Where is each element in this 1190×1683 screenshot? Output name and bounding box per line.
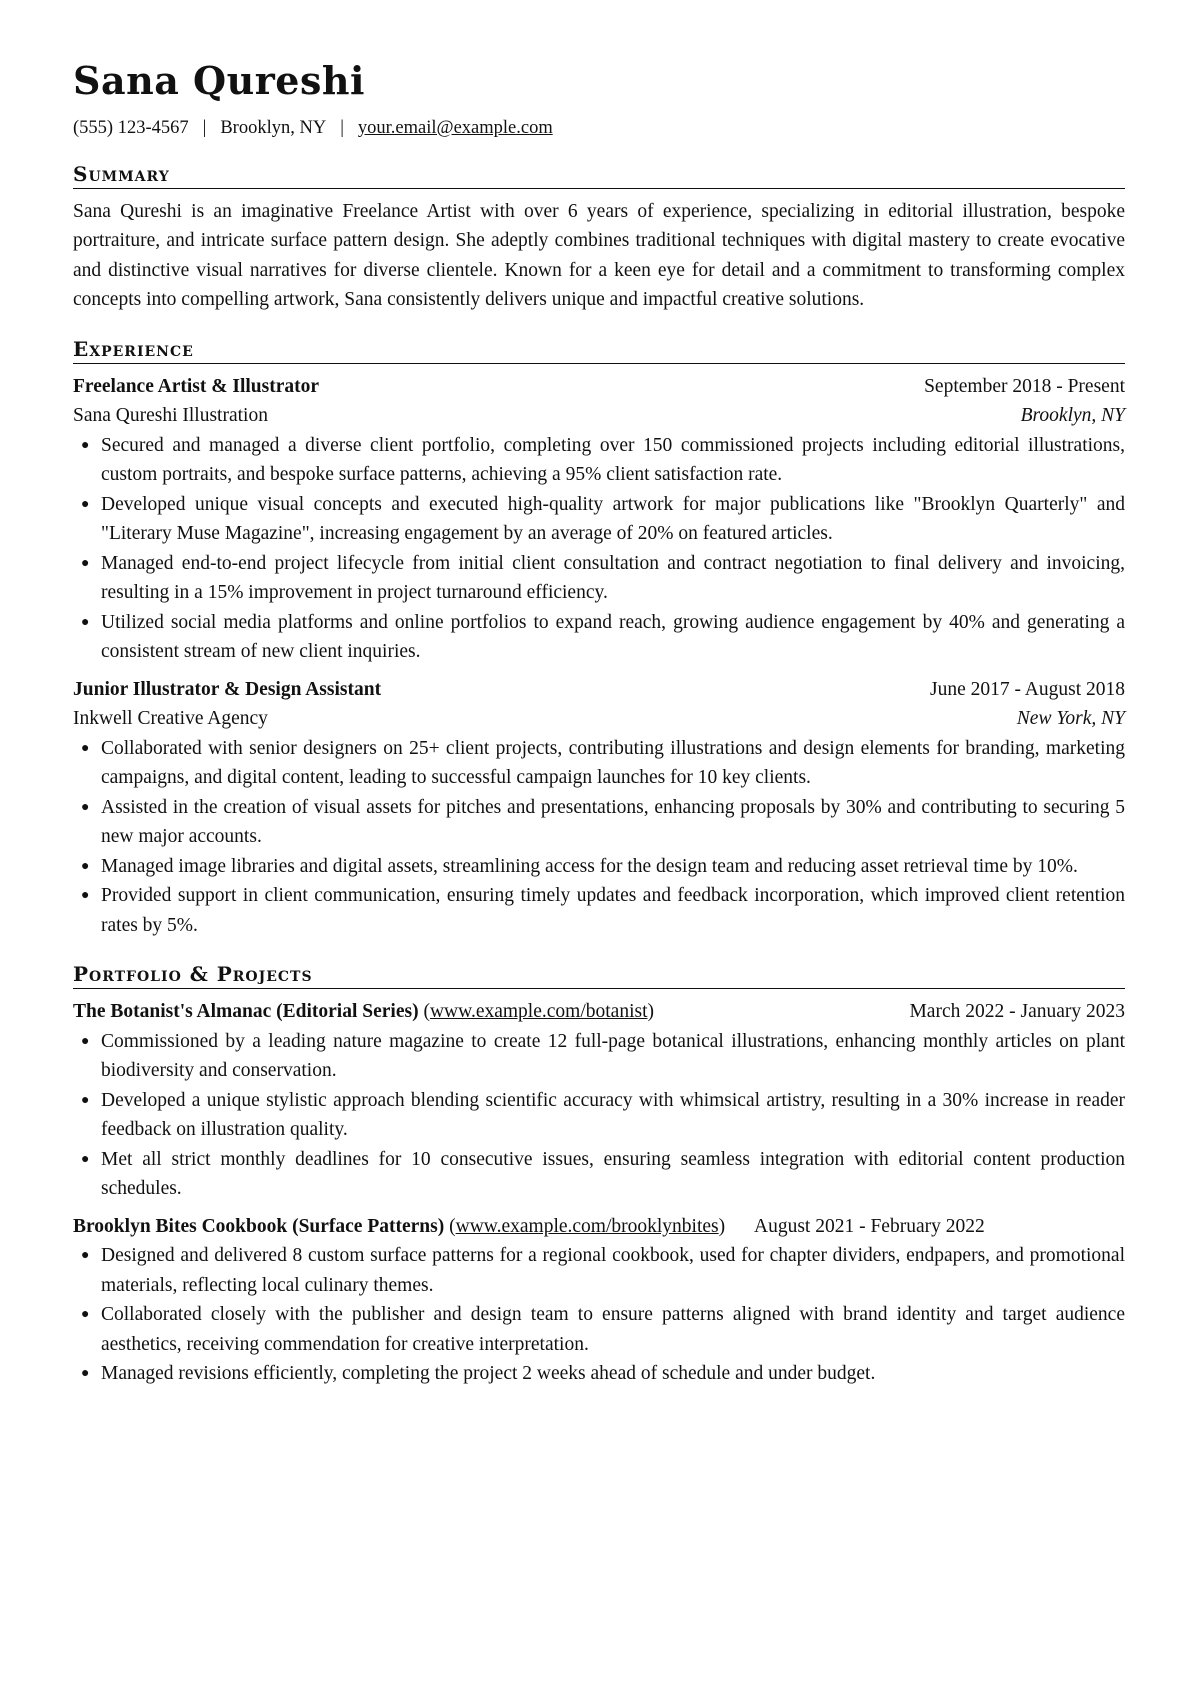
bullet-icon: ● <box>81 1307 90 1323</box>
project-link[interactable]: www.example.com/botanist <box>429 1001 648 1023</box>
job-dates: June 2017 - August 2018 <box>930 678 1125 700</box>
bullet-icon: ● <box>81 888 90 904</box>
list-item: ● Managed revisions efficiently, completing the project 2 weeks ahead of schedule and under budget. <box>73 1359 1125 1389</box>
bullet-icon: ● <box>81 496 90 512</box>
summary-section <box>73 162 1125 315</box>
job-title: Freelance Artist & Illustrator <box>73 375 320 397</box>
project-entry <box>73 997 1125 1204</box>
contact-separator: | <box>340 117 344 138</box>
list-item: ● Managed image libraries and digital assets, streamlining access for the design team and reducing asset retrieval time by 10%. <box>73 852 1125 882</box>
email-link[interactable]: your.email@example.com <box>357 117 553 138</box>
location: Brooklyn, NY <box>220 117 327 138</box>
job-entry <box>73 372 1125 667</box>
list-item: ● Utilized social media platforms and online portfolios to expand reach, growing audience engagement by 40% and generating a consistent stream of new client inquiries. <box>73 608 1125 667</box>
job-dates: September 2018 - Present <box>924 375 1125 397</box>
candidate-name: Sana Qureshi <box>73 58 365 103</box>
section-heading: Summary <box>73 162 1125 189</box>
bullet-icon: ● <box>81 740 90 756</box>
job-bullets <box>73 734 1125 941</box>
list-item: ● Managed end-to-end project lifecycle from initial client consultation and contract negotiation to final delivery and invoicing, resulting in a 15% improvement in project turnaround efficiency. <box>73 549 1125 608</box>
project-title: The Botanist's Almanac (Editorial Series) <box>73 1001 419 1023</box>
experience-section <box>73 337 1125 941</box>
bullet-icon: ● <box>81 437 90 453</box>
resume-page <box>73 60 1125 1389</box>
phone-number: (555) 123-4567 <box>73 117 189 138</box>
contact-line <box>73 116 1125 140</box>
project-header: The Botanist's Almanac (Editorial Series) (www.example.com/botanist) March 2022 - January 2023 <box>73 997 1125 1027</box>
contact-separator: | <box>202 117 207 138</box>
bullet-icon: ● <box>81 1033 90 1049</box>
bullet-icon: ● <box>81 614 90 630</box>
bullet-icon: ● <box>81 1151 90 1167</box>
list-item: ● Collaborated closely with the publisher and design team to ensure patterns aligned with brand identity and target audience aesthetics, receiving commendation for creative interpretation. <box>73 1300 1125 1359</box>
project-bullets <box>73 1241 1125 1389</box>
job-header <box>73 675 1125 705</box>
list-item: ● Collaborated with senior designers on 25+ client projects, contributing illustrations and design elements for branding, marketing campaigns, and digital content, leading to successful campaign launches for 10 key clients. <box>73 734 1125 793</box>
list-item: ● Developed a unique stylistic approach blending scientific accuracy with whimsical artistry, resulting in a 30% increase in reader feedback on illustration quality. <box>73 1086 1125 1145</box>
bullet-icon: ● <box>81 1248 90 1264</box>
bullet-icon: ● <box>81 858 90 874</box>
section-heading: Portfolio & Projects <box>73 962 1125 989</box>
job-location: Brooklyn, NY <box>1020 405 1125 427</box>
list-item: ● Assisted in the creation of visual assets for pitches and presentations, enhancing proposals by 30% and contributing to securing 5 new major accounts. <box>73 793 1125 852</box>
project-header: Brooklyn Bites Cookbook (Surface Patterns) (www.example.com/brooklynbites) August 2021 - February 2022 <box>73 1215 985 1237</box>
list-item: ● Commissioned by a leading nature magazine to create 12 full-page botanical illustrations, enhancing monthly articles on plant biodiversity and conservation. <box>73 1027 1125 1086</box>
project-dates: March 2022 - January 2023 <box>909 1001 1125 1023</box>
summary-text: Sana Qureshi is an imaginative Freelance Artist with over 6 years of experience, specializing in editorial illustration, bespoke portraiture, and intricate surface pattern design. She adeptly combines traditional techniques with digital mastery to create evocative and distinctive visual narratives for diverse clientele. Known for a keen eye for detail and a commitment to transforming complex concepts into compelling artwork, Sana consistently delivers unique and impactful creative solutions. <box>73 200 1125 311</box>
bullet-icon: ● <box>81 1366 90 1382</box>
list-item: ● Designed and delivered 8 custom surface patterns for a regional cookbook, used for chapter dividers, endpapers, and promotional materials, reflecting local culinary themes. <box>73 1241 1125 1300</box>
list-item: ● Secured and managed a diverse client portfolio, completing over 150 commissioned projects including editorial illustrations, custom portraits, and bespoke surface patterns, achieving a 95% client satisfaction rate. <box>73 431 1125 490</box>
bullet-icon: ● <box>81 1092 90 1108</box>
job-bullets <box>73 431 1125 667</box>
job-subheader <box>73 401 1125 431</box>
project-dates: August 2021 - February 2022 <box>754 1215 985 1237</box>
company-name: Inkwell Creative Agency <box>73 708 268 730</box>
section-heading: Experience <box>73 337 1125 364</box>
list-item: ● Developed unique visual concepts and executed high-quality artwork for major publications like "Brooklyn Quarterly" and "Literary Muse Magazine", increasing engagement by an average of 20% on featured articles. <box>73 490 1125 549</box>
list-item: ● Met all strict monthly deadlines for 10 consecutive issues, ensuring seamless integration with editorial content production schedules. <box>73 1145 1125 1204</box>
project-title: Brooklyn Bites Cookbook (Surface Patterns) <box>73 1215 445 1237</box>
list-item: ● Provided support in client communication, ensuring timely updates and feedback incorporation, which improved client retention rates by 5%. <box>73 881 1125 940</box>
job-title: Junior Illustrator & Design Assistant <box>73 678 382 700</box>
project-link[interactable]: www.example.com/brooklynbites <box>455 1215 719 1237</box>
job-header <box>73 372 1125 402</box>
project-bullets <box>73 1027 1125 1204</box>
job-location: New York, NY <box>1016 708 1125 730</box>
job-subheader <box>73 704 1125 734</box>
portfolio-section <box>73 962 1125 1389</box>
project-entry <box>73 1212 1125 1389</box>
job-entry <box>73 675 1125 941</box>
bullet-icon: ● <box>81 555 90 571</box>
company-name: Sana Qureshi Illustration <box>73 405 268 427</box>
bullet-icon: ● <box>81 799 90 815</box>
